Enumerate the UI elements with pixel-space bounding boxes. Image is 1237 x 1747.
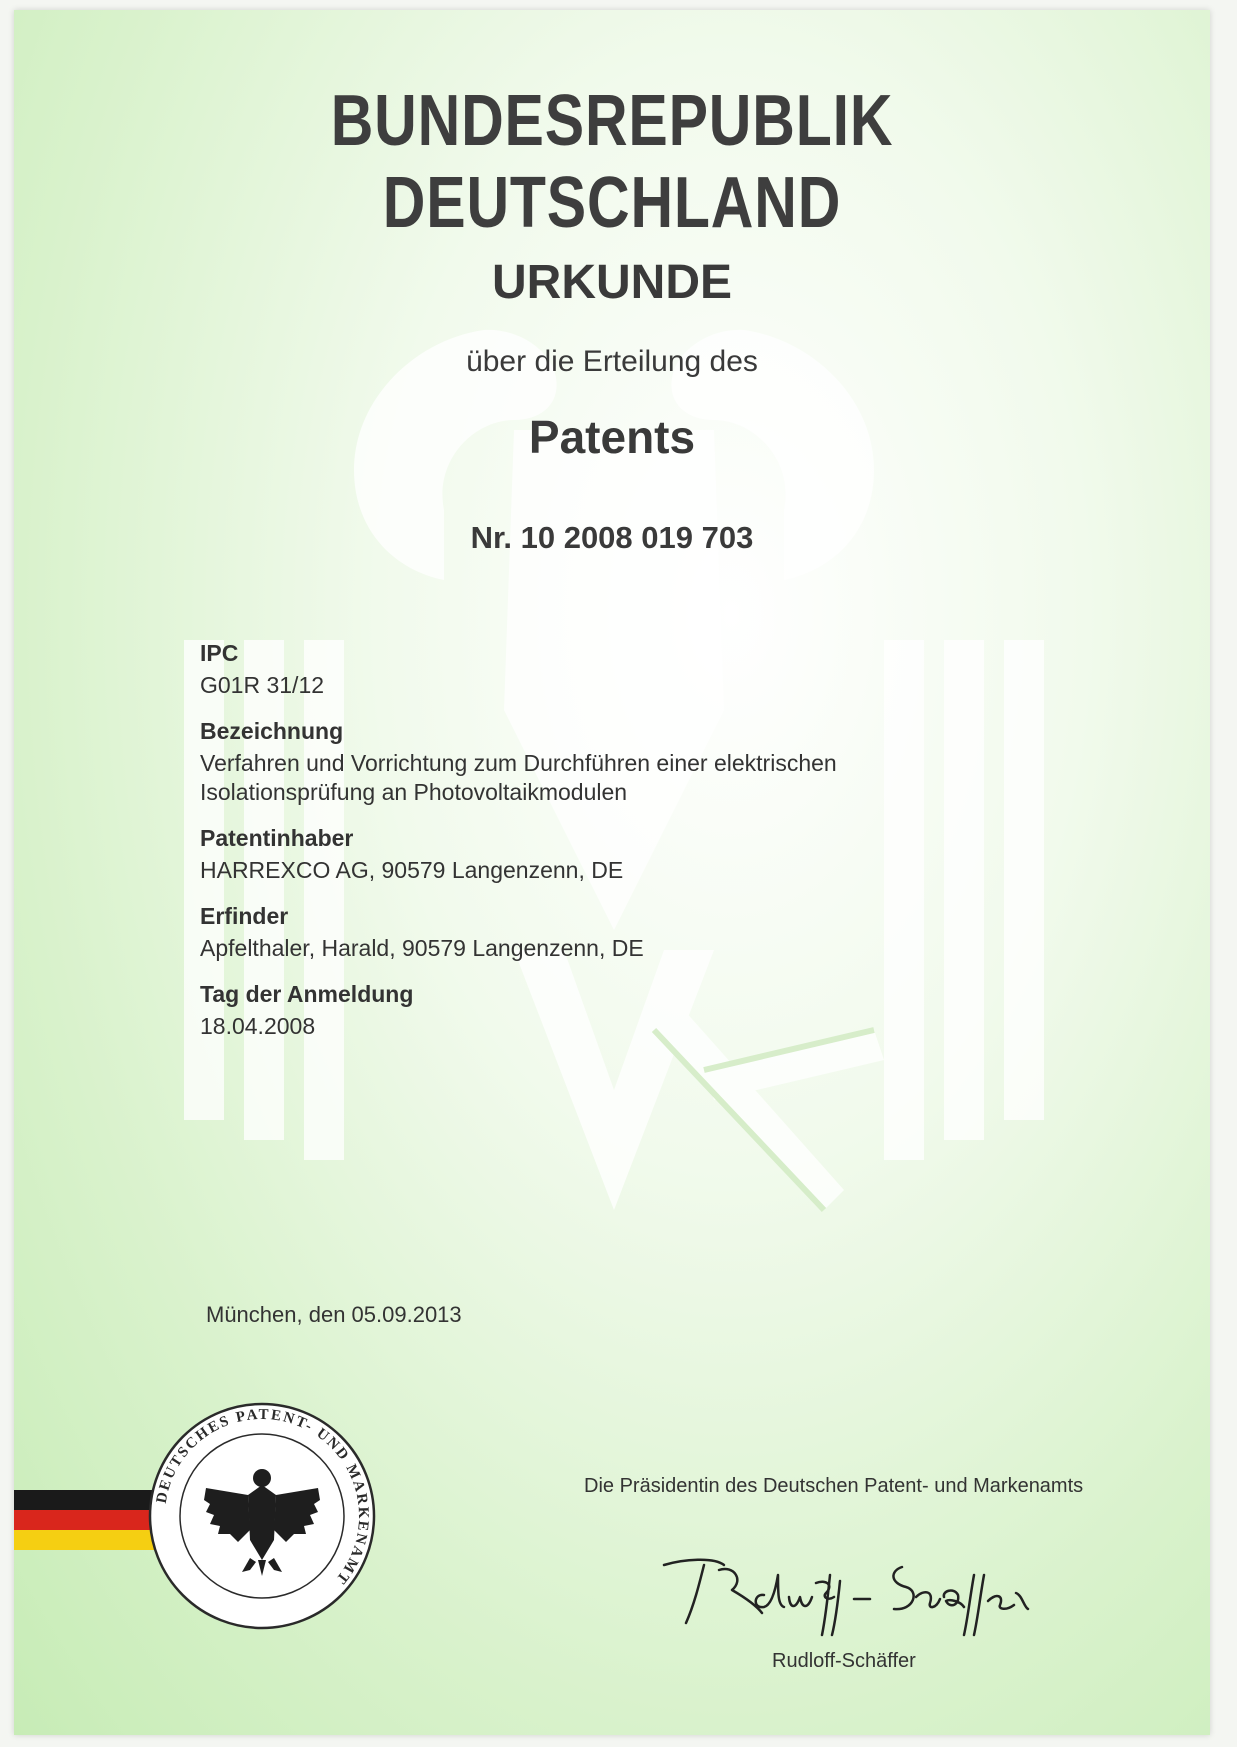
field-patentinhaber [200,825,1000,885]
field-value: Apfelthaler, Harald, 90579 Langenzenn, DE [200,935,644,961]
field-label: Tag der Anmeldung [200,981,414,1007]
field-value-line2: Isolationsprüfung an Photovoltaikmodulen [200,779,628,805]
place-date: München, den 05.09.2013 [206,1302,462,1327]
field-label: Bezeichnung [200,718,344,744]
handwritten-signature [644,1535,1044,1645]
seal-text: DEUTSCHES PATENT- UND MARKENAMT [153,1406,372,1588]
field-label: IPC [200,640,239,666]
document-type: Patents [528,411,696,463]
field-value: HARREXCO AG, 90579 Langenzenn, DE [200,857,624,883]
german-flag-stripe [14,1490,160,1550]
field-bezeichnung [200,718,1000,807]
patent-fields [200,640,1000,1059]
official-seal [146,1400,378,1632]
field-value: 18.04.2008 [200,1013,316,1039]
flag-red [14,1510,160,1530]
field-ipc [200,640,1000,700]
field-value: Verfahren und Vorrichtung zum Durchführen einer elektrischen [200,750,837,776]
field-label: Erfinder [200,903,289,929]
country-heading: BUNDESREPUBLIK DEUTSCHLAND [330,81,894,243]
field-label: Patentinhaber [200,825,354,851]
document-subtitle: über die Erteilung des [466,345,758,378]
field-erfinder [200,903,1000,963]
president-title: Die Präsidentin des Deutschen Patent- und Markenamts [584,1475,1084,1497]
signer-name: Rudloff-Schäffer [772,1650,916,1672]
document-title: URKUNDE [492,256,732,309]
field-value: G01R 31/12 [200,672,325,698]
field-tag-der-anmeldung [200,981,1000,1041]
flag-black [14,1490,160,1510]
patent-number: Nr. 10 2008 019 703 [470,520,754,555]
flag-gold [14,1530,160,1550]
certificate-page [14,10,1210,1735]
